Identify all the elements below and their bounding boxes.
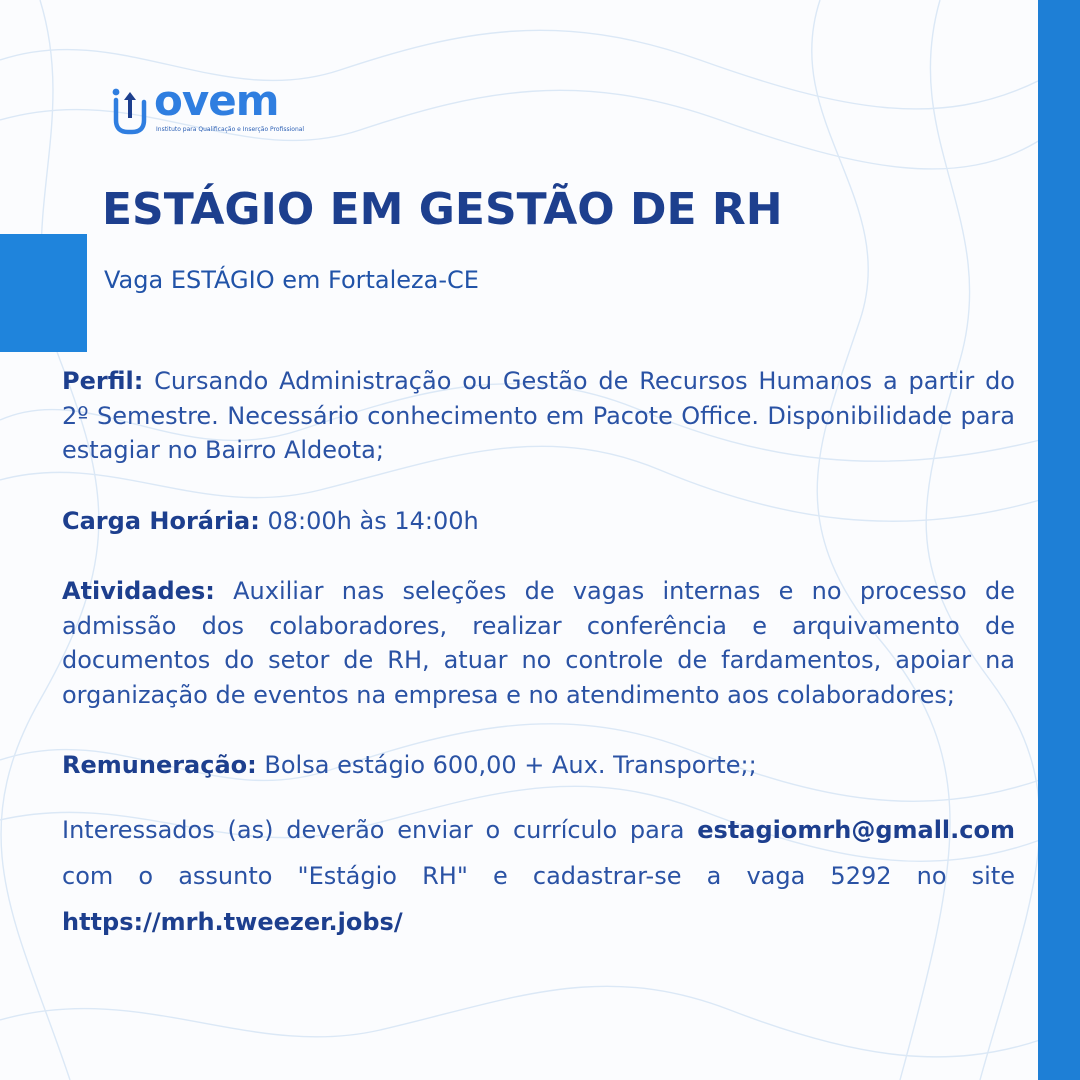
cta-intro: Interessados (as) deverão enviar o currículo para bbox=[62, 815, 685, 844]
page-title: ESTÁGIO EM GESTÃO DE RH bbox=[102, 184, 783, 235]
job-subtitle: Vaga ESTÁGIO em Fortaleza-CE bbox=[104, 266, 479, 294]
logo-wordmark: ovem bbox=[154, 76, 279, 125]
remuneracao-label: Remuneração: bbox=[62, 751, 257, 779]
cta-middle: com o assunto "Estágio RH" e cadastrar-se a vaga 5292 no site bbox=[62, 861, 1015, 890]
logo-tagline: Instituto para Qualificação e Inserção Profissional bbox=[156, 126, 305, 133]
perfil-label: Perfil: bbox=[62, 367, 144, 395]
atividades-paragraph bbox=[62, 574, 1015, 712]
remuneracao-paragraph bbox=[62, 748, 1015, 783]
perfil-paragraph bbox=[62, 364, 1015, 468]
contact-email[interactable]: estagiomrh@gmall.com bbox=[697, 815, 1015, 844]
right-accent-bar bbox=[1038, 0, 1080, 1080]
ijovem-logo bbox=[110, 76, 330, 142]
atividades-label: Atividades: bbox=[62, 577, 215, 605]
carga-label: Carga Horária: bbox=[62, 506, 260, 535]
left-accent-block bbox=[0, 234, 87, 352]
carga-paragraph bbox=[62, 504, 1015, 539]
carga-text: 08:00h às 14:00h bbox=[267, 506, 479, 535]
remuneracao-text: Bolsa estágio 600,00 + Aux. Transporte;; bbox=[264, 751, 757, 779]
atividades-text: Auxiliar nas seleções de vagas internas e no processo de admissão dos colaboradores, realizar conferência e arquivamento de documentos do setor de RH, atuar no controle de fardamentos, apoiar na organização de eventos na empresa e no atendimento aos colaboradores; bbox=[62, 577, 1015, 709]
perfil-text: Cursando Administração ou Gestão de Recursos Humanos a partir do 2º Semestre. Necessário conhecimento em Pacote Office. Disponibilidade para estagiar no Bairro Aldeota; bbox=[62, 367, 1015, 464]
logo-mark-icon bbox=[110, 84, 150, 138]
jobs-site-link[interactable]: https://mrh.tweezer.jobs/ bbox=[62, 907, 403, 936]
application-instructions bbox=[62, 807, 1015, 945]
job-description bbox=[62, 364, 1015, 945]
